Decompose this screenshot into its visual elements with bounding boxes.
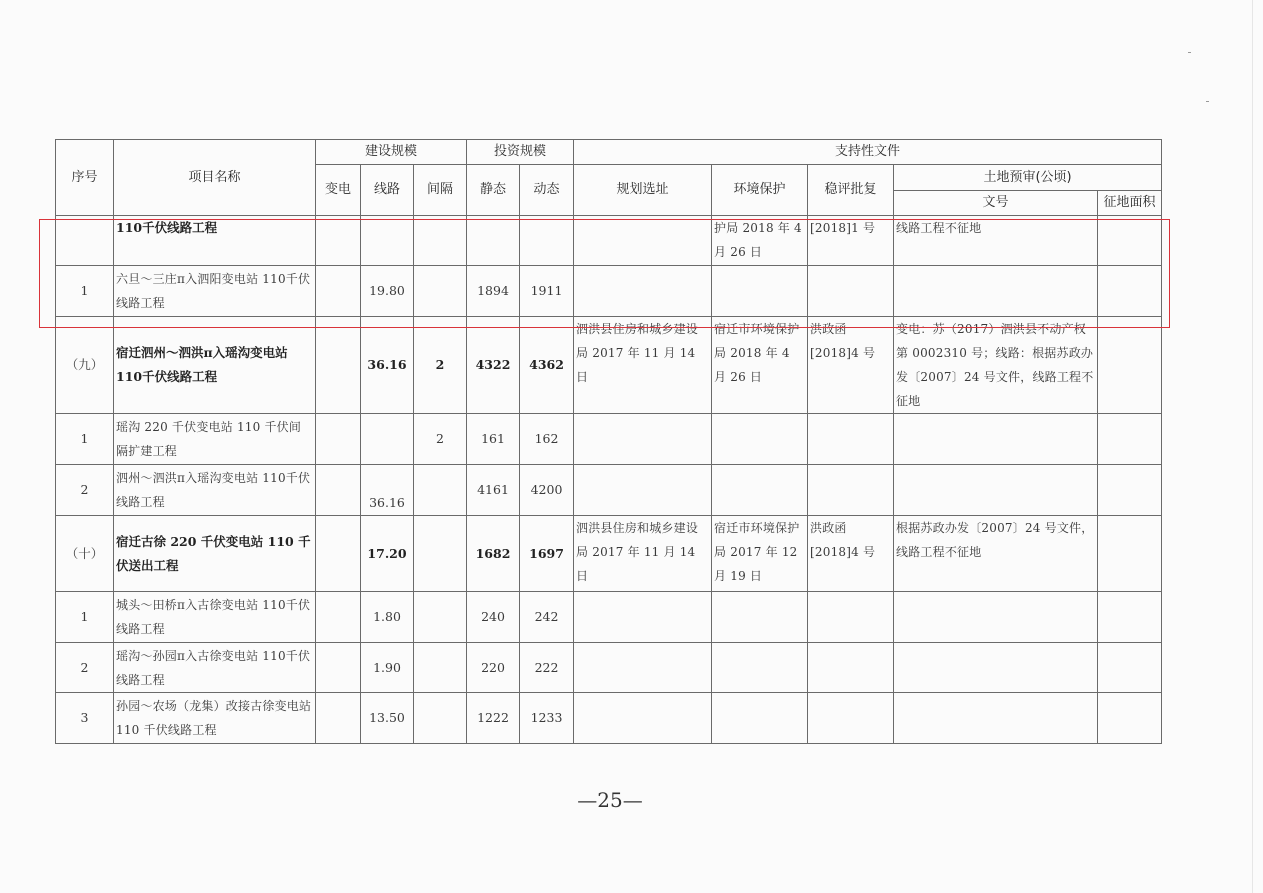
cell-static: 1682 (467, 516, 520, 592)
cell-planning (574, 592, 712, 643)
cell-planning (574, 266, 712, 317)
header-land-area: 征地面积 (1098, 191, 1162, 216)
cell-doc-no: 根据苏政办发〔2007〕24 号文件，线路工程不征地 (894, 516, 1098, 592)
cell-stability: [2018]1 号 (808, 216, 894, 266)
cell-line (361, 216, 414, 266)
table-row (56, 266, 1162, 317)
header-support-docs: 支持性文件 (574, 140, 1162, 165)
cell-line: 13.50 (361, 693, 414, 744)
header-invest-scale: 投资规模 (467, 140, 574, 165)
cell-stability (808, 465, 894, 516)
cell-area (1098, 465, 1162, 516)
cell-no: 3 (56, 693, 114, 744)
cell-name: 六旦～三庄π入泗阳变电站 110千伏线路工程 (114, 266, 316, 317)
table-row (56, 643, 1162, 693)
cell-area (1098, 414, 1162, 465)
cell-dynamic: 242 (520, 592, 574, 643)
cell-substation (316, 266, 361, 317)
cell-name: 孙园～农场（龙集）改接古徐变电站 110 千伏线路工程 (114, 693, 316, 744)
cell-no: 1 (56, 592, 114, 643)
cell-environment (712, 414, 808, 465)
cell-stability (808, 592, 894, 643)
cell-substation (316, 216, 361, 266)
cell-substation (316, 643, 361, 693)
cell-line (361, 414, 414, 465)
cell-static: 1222 (467, 693, 520, 744)
cell-doc-no: 线路工程不征地 (894, 216, 1098, 266)
cell-name: 城头～田桥π入古徐变电站 110千伏线路工程 (114, 592, 316, 643)
cell-bay (414, 216, 467, 266)
table-row (56, 693, 1162, 744)
cell-area (1098, 592, 1162, 643)
cell-planning: 泗洪县住房和城乡建设局 2017 年 11 月 14 日 (574, 317, 712, 414)
cell-planning: 泗洪县住房和城乡建设局 2017 年 11 月 14 日 (574, 516, 712, 592)
cell-doc-no (894, 465, 1098, 516)
cell-dynamic: 1697 (520, 516, 574, 592)
header-no: 序号 (56, 140, 114, 216)
table-row (56, 465, 1162, 516)
cell-stability (808, 266, 894, 317)
cell-line: 17.20 (361, 516, 414, 592)
cell-name: 瑶沟 220 千伏变电站 110 千伏间隔扩建工程 (114, 414, 316, 465)
cell-area (1098, 266, 1162, 317)
cell-no: 2 (56, 643, 114, 693)
cell-substation (316, 592, 361, 643)
cell-no: 1 (56, 414, 114, 465)
cell-doc-no (894, 414, 1098, 465)
cell-planning (574, 465, 712, 516)
cell-planning (574, 216, 712, 266)
cell-doc-no (894, 693, 1098, 744)
cell-stability (808, 643, 894, 693)
cell-dynamic: 222 (520, 643, 574, 693)
cell-name: 110千伏线路工程 (114, 216, 316, 266)
table-row (56, 516, 1162, 592)
cell-environment: 宿迁市环境保护局 2018 年 4 月 26 日 (712, 317, 808, 414)
cell-dynamic: 4200 (520, 465, 574, 516)
header-build-scale: 建设规模 (316, 140, 467, 165)
page-edge-line (1252, 0, 1253, 893)
cell-dynamic: 1911 (520, 266, 574, 317)
cell-bay (414, 592, 467, 643)
cell-planning (574, 414, 712, 465)
cell-no: （九） (56, 317, 114, 414)
cell-environment (712, 643, 808, 693)
cell-static: 161 (467, 414, 520, 465)
cell-substation (316, 465, 361, 516)
cell-static (467, 216, 520, 266)
cell-area (1098, 693, 1162, 744)
cell-area (1098, 216, 1162, 266)
cell-environment (712, 693, 808, 744)
cell-name: 泗州～泗洪π入瑶沟变电站 110千伏线路工程 (114, 465, 316, 516)
header-bay: 间隔 (414, 165, 467, 216)
cell-stability: 洪政函[2018]4 号 (808, 516, 894, 592)
cell-static: 220 (467, 643, 520, 693)
cell-line: 36.16 (361, 317, 414, 414)
cell-area (1098, 516, 1162, 592)
cell-dynamic: 1233 (520, 693, 574, 744)
header-line: 线路 (361, 165, 414, 216)
cell-bay (414, 465, 467, 516)
cell-planning (574, 643, 712, 693)
cell-doc-no (894, 643, 1098, 693)
cell-name: 瑶沟～孙园π入古徐变电站 110千伏线路工程 (114, 643, 316, 693)
cell-environment: 宿迁市环境保护局 2017 年 12 月 19 日 (712, 516, 808, 592)
header-land: 土地预审(公顷) (894, 165, 1162, 191)
cell-doc-no (894, 266, 1098, 317)
cell-substation (316, 693, 361, 744)
cell-environment: 护局 2018 年 4 月 26 日 (712, 216, 808, 266)
cell-line: 19.80 (361, 266, 414, 317)
cell-bay: 2 (414, 414, 467, 465)
project-table (55, 139, 1162, 744)
cell-name: 宿迁泗州～泗洪π入瑶沟变电站 110千伏线路工程 (114, 317, 316, 414)
cell-area (1098, 643, 1162, 693)
cell-static: 4322 (467, 317, 520, 414)
cell-line: 36.16 (361, 465, 414, 516)
header-environment: 环境保护 (712, 165, 808, 216)
cell-line: 1.80 (361, 592, 414, 643)
table-row (56, 317, 1162, 414)
cell-substation (316, 516, 361, 592)
cell-dynamic (520, 216, 574, 266)
cell-bay (414, 516, 467, 592)
scan-speck (1206, 101, 1209, 102)
cell-bay (414, 266, 467, 317)
cell-static: 4161 (467, 465, 520, 516)
header-static: 静态 (467, 165, 520, 216)
cell-environment (712, 592, 808, 643)
header-substation: 变电 (316, 165, 361, 216)
cell-stability: 洪政函[2018]4 号 (808, 317, 894, 414)
cell-dynamic: 4362 (520, 317, 574, 414)
cell-doc-no: 变电：苏（2017）泗洪县不动产权第 0002310 号；线路：根据苏政办发〔2007〕24 号文件，线路工程不征地 (894, 317, 1098, 414)
table-row (56, 414, 1162, 465)
page-number: —25— (577, 788, 643, 812)
header-dynamic: 动态 (520, 165, 574, 216)
header-doc-no: 文号 (894, 191, 1098, 216)
cell-no: 1 (56, 266, 114, 317)
table-row (56, 216, 1162, 266)
cell-doc-no (894, 592, 1098, 643)
cell-stability (808, 414, 894, 465)
cell-stability (808, 693, 894, 744)
cell-no (56, 216, 114, 266)
cell-substation (316, 414, 361, 465)
cell-static: 240 (467, 592, 520, 643)
cell-static: 1894 (467, 266, 520, 317)
cell-no: 2 (56, 465, 114, 516)
cell-environment (712, 465, 808, 516)
cell-dynamic: 162 (520, 414, 574, 465)
cell-substation (316, 317, 361, 414)
cell-bay (414, 643, 467, 693)
header-planning: 规划选址 (574, 165, 712, 216)
cell-bay: 2 (414, 317, 467, 414)
cell-name: 宿迁古徐 220 千伏变电站 110 千伏送出工程 (114, 516, 316, 592)
cell-line: 1.90 (361, 643, 414, 693)
header-name: 项目名称 (114, 140, 316, 216)
cell-planning (574, 693, 712, 744)
cell-bay (414, 693, 467, 744)
header-stability: 稳评批复 (808, 165, 894, 216)
cell-environment (712, 266, 808, 317)
cell-no: （十） (56, 516, 114, 592)
cell-area (1098, 317, 1162, 414)
scan-speck (1188, 52, 1191, 53)
table-row (56, 592, 1162, 643)
